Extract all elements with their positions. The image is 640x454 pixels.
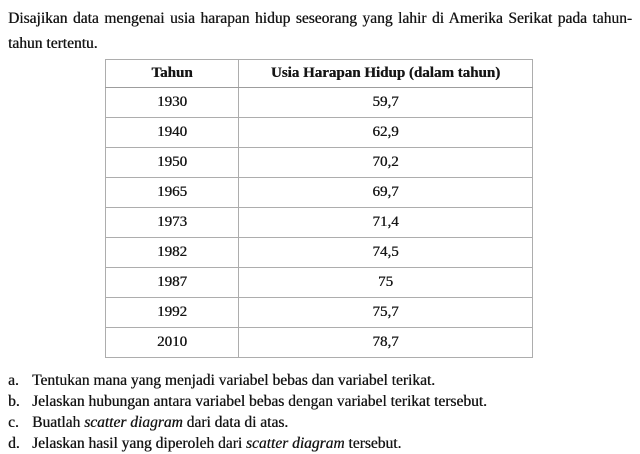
intro-line-1: Disajikan data mengenai usia harapan hidup seseorang yang lahir di Amerika Serikat pada tahun-	[8, 10, 632, 27]
question-label: c.	[8, 414, 19, 431]
year-cell: 1950	[106, 148, 239, 178]
question-text-post: tersebut.	[344, 435, 402, 452]
value-cell: 70,2	[239, 148, 533, 178]
table-header-usia-harapan-hidup: Usia Harapan Hidup (dalam tahun)	[239, 60, 533, 88]
table-header-tahun: Tahun	[106, 60, 239, 88]
table-row	[106, 298, 533, 328]
table-header-row	[106, 60, 533, 88]
year-cell: 1940	[106, 118, 239, 148]
question-item-b	[8, 391, 632, 412]
value-cell: 75	[239, 268, 533, 298]
value-cell: 62,9	[239, 118, 533, 148]
year-cell: 1992	[106, 298, 239, 328]
year-cell: 1982	[106, 238, 239, 268]
value-cell: 75,7	[239, 298, 533, 328]
year-cell: 1965	[106, 178, 239, 208]
table-row	[106, 148, 533, 178]
table-row	[106, 118, 533, 148]
question-item-a	[8, 370, 632, 391]
table-row	[106, 238, 533, 268]
intro-paragraph	[8, 6, 632, 56]
value-cell: 78,7	[239, 328, 533, 358]
question-text	[32, 412, 632, 433]
intro-line-2: tahun tertentu.	[8, 35, 98, 52]
question-text	[32, 370, 632, 391]
life-expectancy-table	[105, 59, 533, 358]
year-cell: 1930	[106, 88, 239, 118]
question-text-pre: Jelaskan hasil yang diperoleh dari	[32, 435, 246, 452]
question-text-italic: scatter diagram	[84, 414, 183, 431]
question-list	[8, 370, 632, 454]
year-cell: 1987	[106, 268, 239, 298]
table-row	[106, 268, 533, 298]
question-text	[32, 433, 632, 454]
question-label: d.	[8, 435, 20, 452]
value-cell: 69,7	[239, 178, 533, 208]
value-cell: 71,4	[239, 208, 533, 238]
question-item-c	[8, 412, 632, 433]
table-row	[106, 88, 533, 118]
year-cell: 2010	[106, 328, 239, 358]
year-cell: 1973	[106, 208, 239, 238]
question-item-d	[8, 433, 632, 454]
value-cell: 74,5	[239, 238, 533, 268]
question-text-pre: Jelaskan hubungan antara variabel bebas dengan variabel terikat tersebut.	[32, 393, 487, 410]
table-row	[106, 208, 533, 238]
question-text-italic: scatter diagram	[245, 435, 345, 452]
question-text-pre: Tentukan mana yang menjadi variabel bebas dan variabel terikat.	[32, 372, 436, 389]
table-row	[106, 328, 533, 358]
table-body	[106, 88, 533, 358]
question-label: b.	[8, 393, 20, 410]
question-label: a.	[8, 372, 19, 389]
value-cell: 59,7	[239, 88, 533, 118]
question-text	[32, 391, 632, 412]
question-text-post: dari data di atas.	[182, 414, 289, 431]
table-row	[106, 178, 533, 208]
question-text-pre: Buatlah	[32, 414, 85, 431]
